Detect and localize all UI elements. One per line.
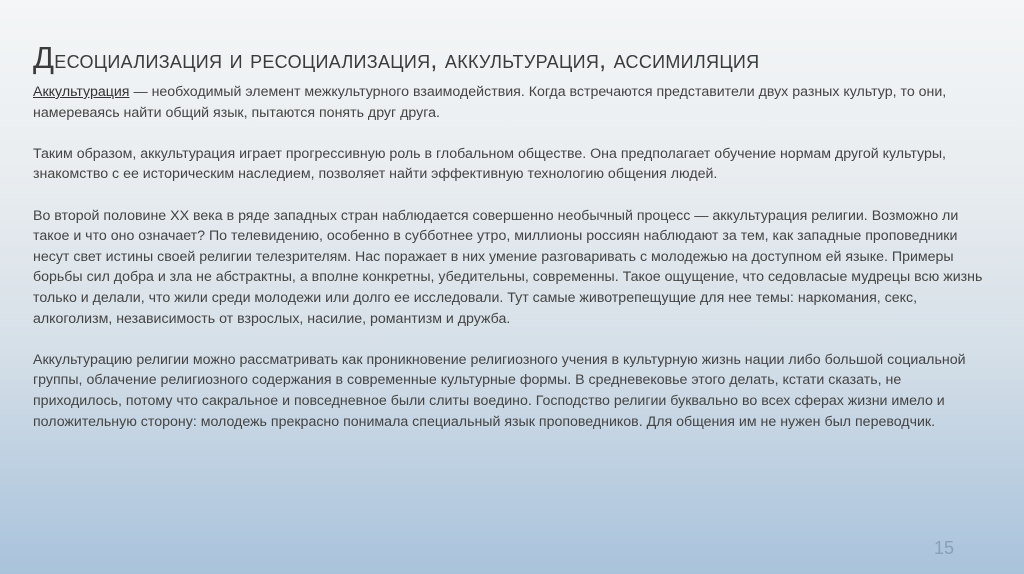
page-number: 15 <box>934 538 955 558</box>
term-acculturation: Аккультурация <box>33 84 130 100</box>
paragraph-religion-penetration: Аккультурацию религии можно рассматривать как проникновение религиозного учения в культурную жизнь нации либо большой социальной группы, облачение религиозного содержания в современные культурные формы. В средневековье этого делать, кстати сказать, не приходилось, потому что сакральное и повседневное были слиты воедино. Господство религии буквально во всех сферах жизни имело и положительную сторону: молодежь прекрасно понимала специальный язык проповедников. Для общения им не нужен был переводчик. <box>33 351 966 430</box>
slide-body <box>33 82 993 453</box>
paragraph-text: — необходимый элемент межкультурного взаимодействия. Когда встречаются представители двух разных культур, то они, намереваясь найти общий язык, пытаются понять друг друга. <box>33 84 947 121</box>
paragraph-role: Таким образом, аккультурация играет прогрессивную роль в глобальном обществе. Она предполагает обучение нормам другой культуры, знакомство с ее историческим наследием, позволяет найти эффективную технологию общения людей. <box>33 145 946 183</box>
slide-title <box>33 40 993 76</box>
title-first-letter: Д <box>33 40 55 75</box>
paragraph-religion-acculturation: Во второй половине XX века в ряде западных стран наблюдается совершенно необычный процесс — аккультурация религии. Возможно ли такое и что оно означает? По телевидению, особенно в субботнее утро, миллионы россиян наблюдают за тем, как западные проповедники несут свет истины своей религии телезрителям. Нас поражает в них умение разговаривать с молодежью на доступном ей языке. Примеры борьбы сил добра и зла не абстрактны, а вполне конкретны, убедительны, современны. Такое ощущение, что седовласые мудрецы всю жизнь только и делали, что жили среди молодежи или долго ее исследовали. Тут самые животрепещущие для нее темы: наркомания, секс, алкоголизм, независимость от взрослых, насилие, романтизм и дружба. <box>33 207 983 327</box>
paragraph-definition <box>33 82 993 123</box>
title-text: есоциализация и ресоциализация, аккультурация, ассимиляция <box>54 46 760 74</box>
